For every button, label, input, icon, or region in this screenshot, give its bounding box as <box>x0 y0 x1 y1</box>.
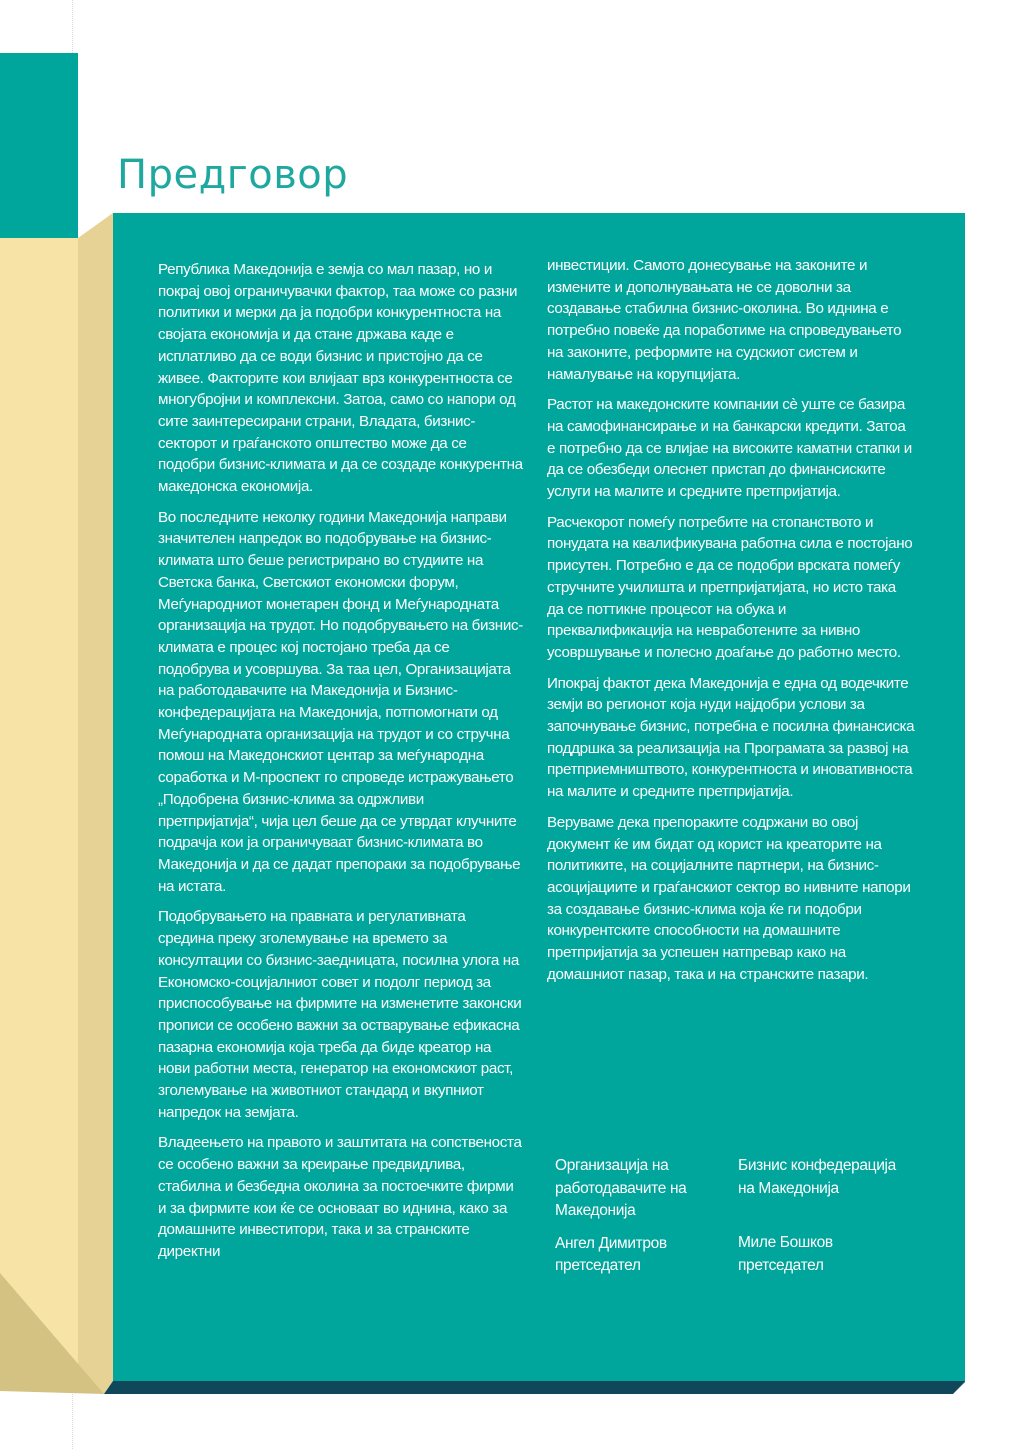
paragraph: инвестиции. Самото донесување на законите и измените и дополнувањата не се доволни за создавање стабилна бизнис-околина. Во иднина е потребно повеќе да поработиме на спроведувањето на законите, реформите на судскиот систем и намалување на корупцијата. <box>547 257 902 383</box>
signature-business-confederation <box>738 1155 903 1277</box>
signature-employers-organization <box>555 1155 720 1278</box>
paragraph: Владеењето на правото и заштитата на сопственоста се особено важни за креирање предвидлива, стабилна и безбедна околина за постоечките фирми и за фирмите кои ќе се основаат во иднина, како за домашните инвеститори, така и за странските директни <box>158 1134 522 1260</box>
signature-name: Ангел Димитров <box>555 1234 667 1252</box>
paragraph: Република Македонија е земја со мал пазар, но и покрај овој ограничувачки фактор, таа може со разни политики и мерки да ја подобри конкурентноста на својата економија и да стане држава каде е исплатливо да се води бизнис и пристојно да се живее. Факторите кои влијаат врз конкурентноста се многубројни и комплексни. Затоа, само со напори од сите заинтересирани страни, Владата, бизнис-секторот и граѓанското општество може да се подобри бизнис-климата и да се создаде конкурентна македонска економија. <box>158 261 523 496</box>
signature-organization: Организација на работодавачите на Македонија <box>555 1157 687 1219</box>
signature-role: претседател <box>738 1256 824 1274</box>
signature-role: претседател <box>555 1257 641 1274</box>
panel-spine <box>78 213 113 1394</box>
right-text-column <box>547 255 915 995</box>
paragraph: Расчекорот помеѓу потребите на стопанството и понудата на квалификувана работна сила е постојано присутен. Потребно е да се подобри врската помеѓу стручните училишта и претпријатијата, но исто така да се поттикне процесот на обука и преквалификација на невработените за нивно усовршување и полесно доаѓање до работно место. <box>547 513 913 661</box>
signature-name: Миле Бошков <box>738 1234 833 1251</box>
paragraph: Веруваме дека препораките содржани во овој документ ќе им бидат од корист на креаторите на политиките, на социјалните партнери, на бизнис-асоцијациите и граѓанскиот сектор во нивните напори за создавање бизнис-клима која ќе ги подобри конкурентските способности на домашните претпријатија за успешен натпревар како на домашниот пазар, така и на странските пазари. <box>547 813 911 983</box>
cream-strip <box>0 238 78 1380</box>
panel-bottom-edge <box>104 1381 965 1394</box>
paragraph: Ипокрај фактот дека Македонија е една од водечките земји во регионот која нуди најдобри услови за започнување бизнис, потребна е посилна финансиска поддршка за реализација на Програмата за развој на претприемништвото, конкурентноста и иновативноста на малите и средните претпријатија. <box>547 674 915 801</box>
left-text-column <box>158 259 523 1272</box>
paragraph: Во последните неколку години Македонија направи значителен напредок во подобрување на бизнис-климата што беше регистрирано во студиите на Светска банка, Светскиот економски форум, Меѓународниот монетарен фонд и Меѓународната организација на трудот. Но подобрувањето на бизнис-климата е процес кој постојано треба да се подобрува и усовршува. За таа цел, Организацијата на работодавачите на Македонија и Бизнис-конфедерацијата на Македонија, потпомогнати од Меѓународната организација на трудот и со стручна помош на Македонскиот центар за меѓународна соработка и М-проспект го спроведе истражувањето „Подобрена бизнис-клима за одржливи претпријатија“, чија цел беше да се утврдат клучните подрачја кои ја ограничуваат бизнис-климата во Македонија и да се дадат препораки за подобрување на истата. <box>158 508 523 895</box>
page-title: Предговор <box>117 152 349 198</box>
paragraph: Подобрувањето на правната и регулативната средина преку зголемување на времето за консултации со бизнис-заедницата, посилна улога на Економско-социјалниот совет и подолг период за приспособување на фирмите на изменетите законски прописи се особено важни за остварување ефикасна пазарна економија која треба да биде креатор на нови работни места, генератор на економскиот раст, зголемување на животниот стандард и вкупниот напредок на земјата. <box>158 908 522 1121</box>
paragraph: Растот на македонските компании сè уште се базира на самофинансирање и на банкарски кредити. Затоа е потребно да се влијае на високите каматни стапки и да се обезбеди олеснет пристап до финансиските услуги на малите и средните претпријатија. <box>547 396 912 501</box>
signature-organization: Бизнис конфедерација на Македонија <box>738 1157 896 1197</box>
